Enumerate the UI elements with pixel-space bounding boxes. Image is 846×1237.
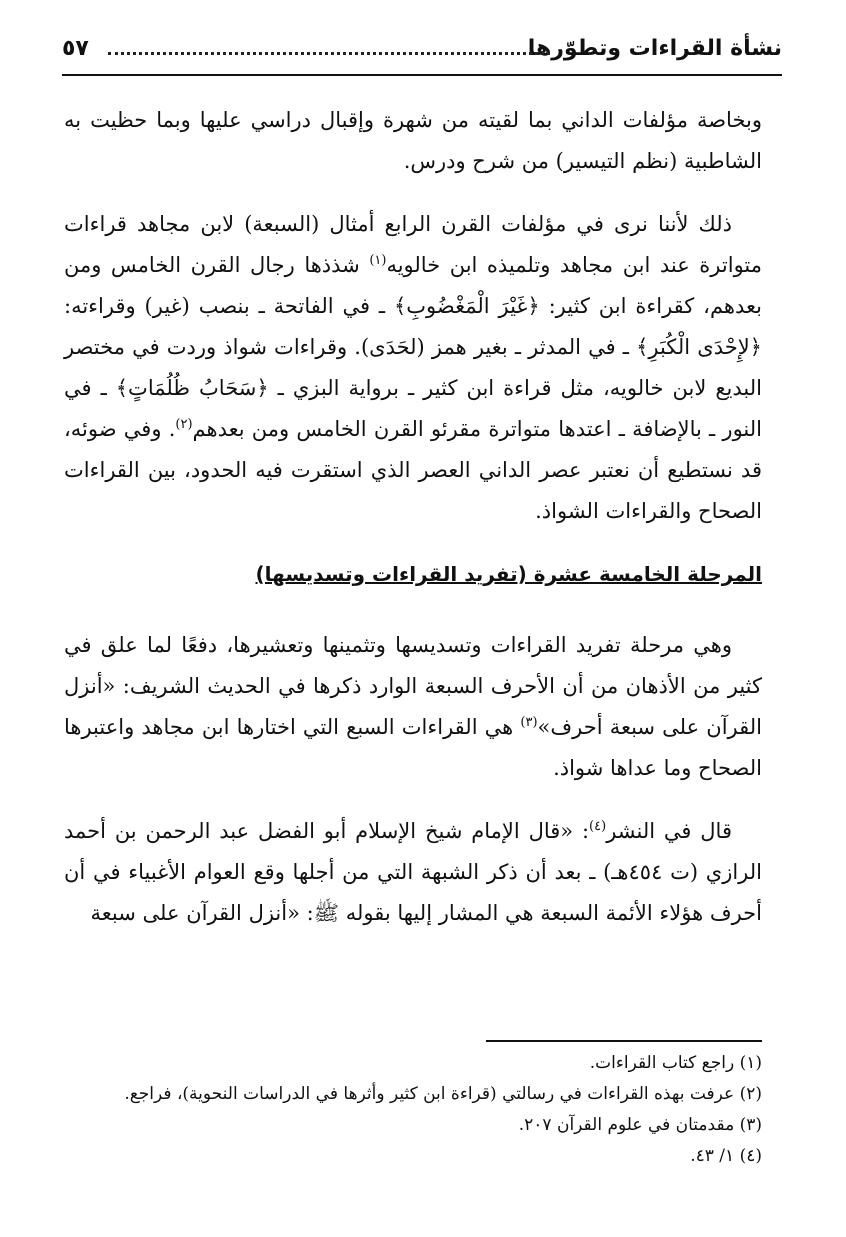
footnotes <box>64 1048 762 1172</box>
footnote-ref-1[interactable]: (١) <box>369 253 387 268</box>
footnote-ref-4[interactable]: (٤) <box>589 819 607 834</box>
paragraph-2-part-3: . وفي ضوئه، قد نستطيع أن نعتبر عصر الداني العصر الذي استقرت فيه الحدود، بين القراءات الصحاح والقراءات الشواذ. <box>64 417 762 523</box>
paragraph-3 <box>64 625 762 789</box>
page-number: ٥٧ <box>62 36 89 61</box>
footnote-4: (٤) ١/ ٤٣. <box>690 1146 762 1166</box>
paragraph-1-text: وبخاصة مؤلفات الداني بما لقيته من شهرة وإقبال دراسي عليها وبما حظيت به الشاطبية (نظم التيسير) من شرح ودرس. <box>64 108 762 173</box>
paragraph-4-part-1: قال في النشر <box>606 819 732 843</box>
running-title: نشأة القراءات وتطوّرها <box>527 36 782 61</box>
footnote-1: (١) راجع كتاب القراءات. <box>589 1053 762 1073</box>
paragraph-3-part-2: هي القراءات السبع التي اختارها ابن مجاهد واعتبرها الصحاح وما عداها شواذ. <box>64 715 762 780</box>
paragraph-1 <box>64 100 762 182</box>
paragraph-3-part-1: وهي مرحلة تفريد القراءات وتسديسها وتثمينها وتعشيرها، دفعًا لما علق في كثير من الأذهان من أن الأحرف السبعة الوارد ذكرها في الحديث الشريف: «أنزل القرآن على سبعة أحرف» <box>64 633 762 739</box>
dot-leader <box>108 52 550 55</box>
footnote-ref-2[interactable]: (٢) <box>175 417 193 432</box>
footnote-3: (٣) مقدمتان في علوم القرآن ٢٠٧. <box>518 1115 762 1135</box>
paragraph-4 <box>64 811 762 934</box>
paragraph-2 <box>64 204 762 532</box>
section-heading: المرحلة الخامسة عشرة (تفريد القراءات وتسديسها) <box>255 562 762 586</box>
paragraph-2-part-2: شذذها رجال القرن الخامس ومن بعدهم، كقراءة ابن كثير: ﴿غَيْرَ الْمَغْضُوبِ﴾ ـ في الفاتحة ـ بنصب (غير) وقراءته: ﴿لإِحْدَى الْكُبَرِ﴾ ـ في المدثر ـ بغير همز (لحَدَى). وقراءات شواذ وردت في مختصر البديع لابن خالويه، مثل قراءة ابن كثير ـ برواية البزي ـ ﴿سَحَابُ ظُلُمَاتٍ﴾ ـ في النور ـ بالإضافة ـ اعتدها متواترة مقرئو القرن الخامس ومن بعدهم <box>64 253 762 441</box>
footnote-ref-3[interactable]: (٣) <box>520 715 538 730</box>
paragraph-4-part-2: : «قال الإمام شيخ الإسلام أبو الفضل عبد الرحمن بن أحمد الرازي (ت ٤٥٤هـ) ـ بعد أن ذكر الشبهة التي من أجلها وقع العوام الأغبياء في أن أحرف هؤلاء الأئمة السبعة هي المشار إليها بقوله ﷺ: «أنزل القرآن على سبعة <box>64 819 763 925</box>
footnote-separator <box>486 1040 762 1042</box>
running-header <box>62 22 782 76</box>
main-text <box>64 100 762 956</box>
paragraph-2-part-1: ذلك لأننا نرى في مؤلفات القرن الرابع أمثال (السبعة) لابن مجاهد قراءات متواترة عند ابن مجاهد وتلميذه ابن خالويه <box>64 212 763 277</box>
footnote-2: (٢) عرفت بهذه القراءات في رسالتي (قراءة ابن كثير وأثرها في الدراسات النحوية)، فراجع. <box>124 1084 762 1104</box>
